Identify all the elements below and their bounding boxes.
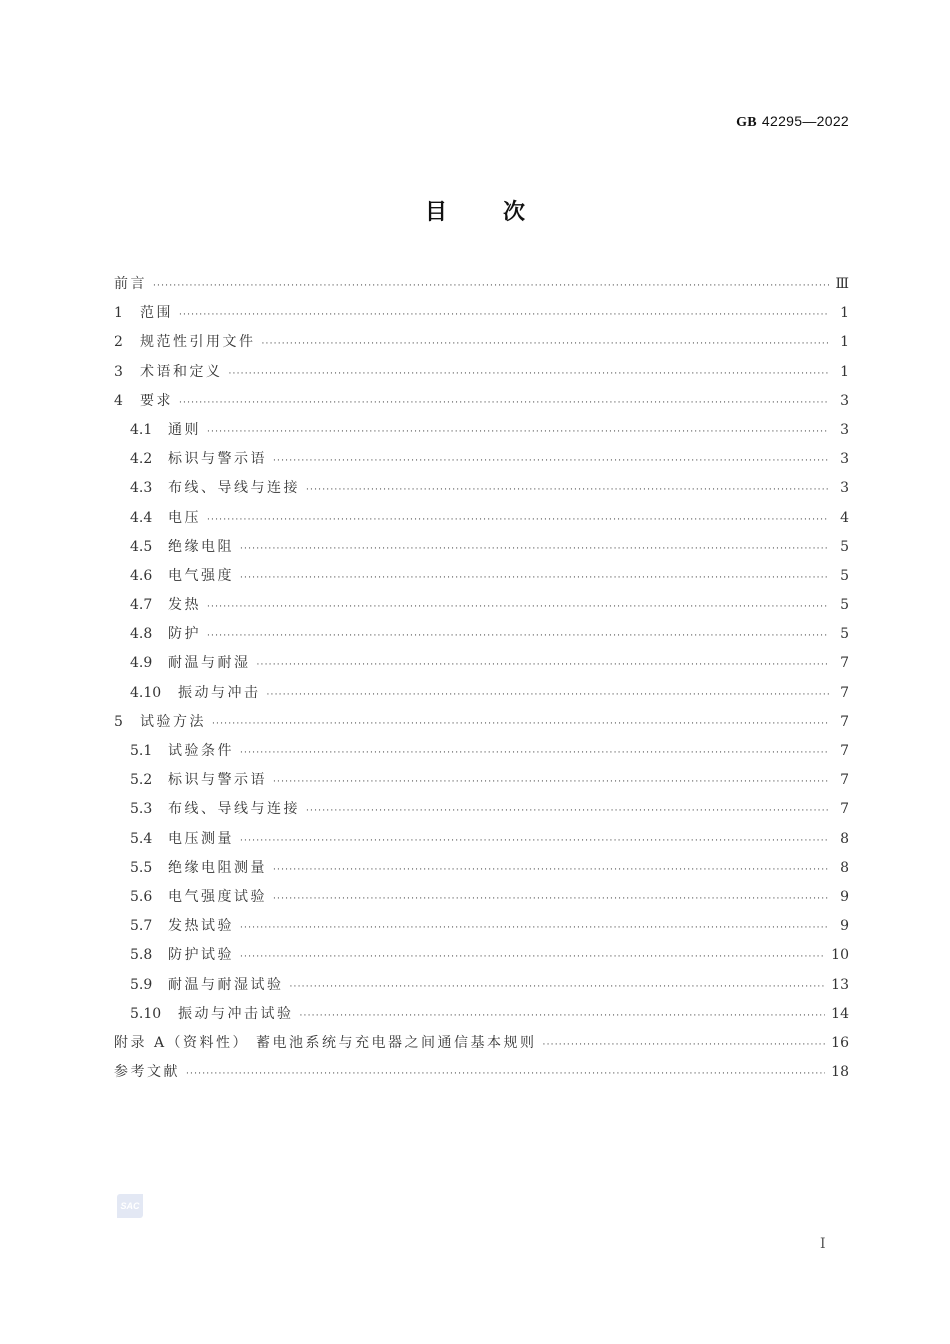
toc-entry-number: 4.8 bbox=[130, 626, 153, 643]
dot-leader bbox=[240, 535, 829, 564]
dot-leader bbox=[240, 914, 829, 943]
toc-entry[interactable] bbox=[114, 854, 849, 883]
toc-entry-title[interactable]: 发热试验 bbox=[168, 918, 234, 935]
toc-entry[interactable] bbox=[114, 620, 849, 649]
toc-entry-title[interactable]: 附录 A（资料性） 蓄电池系统与充电器之间通信基本规则 bbox=[114, 1034, 537, 1051]
toc-entry-page[interactable]: 7 bbox=[840, 655, 849, 672]
toc-entry[interactable] bbox=[114, 708, 849, 737]
toc-entry-number: 4.4 bbox=[130, 509, 153, 526]
dot-leader bbox=[212, 710, 829, 739]
toc-entry-page[interactable]: 3 bbox=[840, 421, 849, 438]
toc-entry[interactable] bbox=[114, 445, 849, 474]
toc-entry-page[interactable]: 3 bbox=[840, 480, 849, 497]
toc-entry-page[interactable]: 5 bbox=[840, 567, 849, 584]
toc-entry-page[interactable]: 7 bbox=[840, 684, 849, 701]
toc-entry-page[interactable]: 10 bbox=[831, 947, 849, 964]
toc-entry[interactable] bbox=[114, 737, 849, 766]
toc-entry-title[interactable]: 要求 bbox=[140, 392, 173, 409]
toc-entry[interactable] bbox=[114, 562, 849, 591]
toc-entry-number: 2 bbox=[114, 334, 123, 351]
page-number: Ⅰ bbox=[820, 1236, 826, 1252]
toc-entry-number: 5.9 bbox=[130, 976, 153, 993]
toc-entry-title[interactable]: 防护试验 bbox=[168, 947, 234, 964]
standard-number: 42295—2022 bbox=[761, 113, 849, 129]
toc-entry-page[interactable]: 7 bbox=[840, 772, 849, 789]
toc-entry-number: 3 bbox=[114, 363, 123, 380]
toc-entry-number: 5.6 bbox=[130, 888, 153, 905]
toc-entry-title[interactable]: 标识与警示语 bbox=[168, 451, 267, 468]
toc-entry-title[interactable]: 术语和定义 bbox=[140, 363, 223, 380]
dot-leader bbox=[207, 593, 829, 622]
toc-entry-page[interactable]: 9 bbox=[840, 888, 849, 905]
dot-leader bbox=[267, 681, 830, 710]
toc-entry-number: 4.9 bbox=[130, 655, 153, 672]
toc-entry-title[interactable]: 耐温与耐湿试验 bbox=[168, 976, 284, 993]
toc-entry-page[interactable]: 18 bbox=[831, 1064, 849, 1081]
toc-entry-title[interactable]: 范围 bbox=[140, 305, 173, 322]
toc-entry-number: 5.8 bbox=[130, 947, 153, 964]
toc-entry-page[interactable]: 5 bbox=[840, 597, 849, 614]
toc-entry-title[interactable]: 电压 bbox=[168, 509, 201, 526]
dot-leader bbox=[207, 506, 829, 535]
standard-prefix: GB bbox=[736, 115, 757, 130]
toc-entry-title[interactable]: 振动与冲击 bbox=[178, 684, 261, 701]
dot-leader bbox=[186, 1060, 825, 1089]
toc-entry[interactable] bbox=[114, 1058, 849, 1087]
toc-entry[interactable] bbox=[114, 971, 849, 1000]
toc-entry[interactable] bbox=[114, 1000, 849, 1029]
toc-entry-title[interactable]: 试验条件 bbox=[168, 743, 234, 759]
toc-entry-number: 5.2 bbox=[130, 772, 153, 789]
toc-entry-page[interactable]: 16 bbox=[831, 1034, 849, 1051]
toc-entry[interactable] bbox=[114, 416, 849, 445]
toc-entry-page[interactable]: Ⅲ bbox=[835, 276, 849, 292]
toc-entry-page[interactable]: 1 bbox=[840, 334, 849, 351]
title-char-2: 次 bbox=[503, 200, 526, 225]
toc-entry-page[interactable]: 3 bbox=[840, 392, 849, 409]
standard-code bbox=[736, 113, 849, 131]
page-title bbox=[0, 195, 950, 226]
toc-entry-page[interactable]: 13 bbox=[831, 976, 849, 993]
dot-leader bbox=[207, 418, 829, 447]
toc-entry-title[interactable]: 参考文献 bbox=[114, 1064, 180, 1081]
toc-entry-page[interactable]: 7 bbox=[840, 801, 849, 818]
toc-entry[interactable] bbox=[114, 533, 849, 562]
toc-entry-page[interactable]: 8 bbox=[840, 830, 849, 847]
toc-entry-number: 1 bbox=[114, 305, 123, 322]
toc-entry[interactable] bbox=[114, 883, 849, 912]
dot-leader bbox=[306, 476, 829, 505]
toc-entry[interactable] bbox=[114, 591, 849, 620]
toc-entry-page[interactable]: 8 bbox=[840, 859, 849, 876]
toc-entry[interactable] bbox=[114, 270, 849, 299]
toc-entry-number: 5.10 bbox=[130, 1005, 162, 1022]
toc-entry-page[interactable]: 5 bbox=[840, 626, 849, 643]
toc-entry-page[interactable]: 14 bbox=[831, 1005, 849, 1022]
toc-entry-page[interactable]: 7 bbox=[840, 743, 849, 759]
toc-entry-title[interactable]: 电气强度试验 bbox=[168, 888, 267, 905]
toc-entry-title[interactable]: 布线、导线与连接 bbox=[168, 801, 300, 818]
toc-entry[interactable] bbox=[114, 504, 849, 533]
dot-leader bbox=[543, 1031, 826, 1060]
toc-entry-title[interactable]: 防护 bbox=[168, 626, 201, 643]
dot-leader bbox=[153, 272, 829, 301]
toc-entry-title[interactable]: 布线、导线与连接 bbox=[168, 480, 300, 497]
dot-leader bbox=[240, 739, 829, 768]
toc-entry-number: 4 bbox=[114, 392, 123, 409]
dot-leader bbox=[273, 885, 829, 914]
toc-entry-page[interactable]: 5 bbox=[840, 538, 849, 555]
dot-leader bbox=[300, 1002, 826, 1031]
toc-entry[interactable] bbox=[114, 328, 849, 357]
toc-entry-number: 4.2 bbox=[130, 451, 153, 468]
toc-entry-page[interactable]: 7 bbox=[840, 713, 849, 730]
toc-entry-number: 5.3 bbox=[130, 801, 153, 818]
sac-logo-icon: SAC bbox=[117, 1194, 143, 1218]
toc-entry-number: 5.7 bbox=[130, 918, 153, 935]
toc-entry-title[interactable]: 电压测量 bbox=[168, 830, 234, 847]
toc-entry[interactable] bbox=[114, 795, 849, 824]
toc-entry-number: 4.7 bbox=[130, 597, 153, 614]
toc-entry-title[interactable]: 试验方法 bbox=[140, 713, 206, 730]
dot-leader bbox=[262, 330, 830, 359]
toc-entry-title[interactable]: 电气强度 bbox=[168, 567, 234, 584]
dot-leader bbox=[273, 447, 829, 476]
toc-entry[interactable] bbox=[114, 941, 849, 970]
toc-entry-number: 4.1 bbox=[130, 421, 153, 438]
toc-entry-number: 4.10 bbox=[130, 684, 162, 701]
toc-entry-title[interactable]: 绝缘电阻 bbox=[168, 538, 234, 555]
toc-entry-number: 5.5 bbox=[130, 859, 153, 876]
toc-entry-title[interactable]: 前言 bbox=[114, 276, 147, 292]
dot-leader bbox=[273, 856, 829, 885]
toc-entry[interactable] bbox=[114, 912, 849, 941]
toc-entry-title[interactable]: 发热 bbox=[168, 597, 201, 614]
dot-leader bbox=[290, 973, 826, 1002]
toc-entry-title[interactable]: 绝缘电阻测量 bbox=[168, 859, 267, 876]
dot-leader bbox=[240, 827, 829, 856]
toc-entry-page[interactable]: 3 bbox=[840, 451, 849, 468]
toc-entry-number: 5 bbox=[114, 713, 123, 730]
toc-entry[interactable] bbox=[114, 766, 849, 795]
toc-entry-title[interactable]: 规范性引用文件 bbox=[140, 334, 256, 351]
toc-entry-number: 4.5 bbox=[130, 538, 153, 555]
toc-entry[interactable] bbox=[114, 299, 849, 328]
table-of-contents bbox=[114, 270, 849, 1087]
dot-leader bbox=[229, 360, 830, 389]
toc-entry[interactable] bbox=[114, 649, 849, 678]
toc-entry-number: 5.1 bbox=[130, 743, 153, 759]
toc-entry-page[interactable]: 1 bbox=[840, 363, 849, 380]
toc-entry[interactable] bbox=[114, 358, 849, 387]
toc-entry-title[interactable]: 通则 bbox=[168, 421, 201, 438]
toc-entry-page[interactable]: 1 bbox=[840, 305, 849, 322]
toc-entry[interactable] bbox=[114, 387, 849, 416]
dot-leader bbox=[207, 622, 829, 651]
title-char-1: 目 bbox=[424, 200, 447, 225]
toc-entry-title[interactable]: 标识与警示语 bbox=[168, 772, 267, 789]
dot-leader bbox=[257, 651, 830, 680]
dot-leader bbox=[240, 943, 825, 972]
toc-entry-number: 4.6 bbox=[130, 567, 153, 584]
dot-leader bbox=[306, 797, 829, 826]
toc-entry[interactable] bbox=[114, 679, 849, 708]
toc-entry-page[interactable]: 9 bbox=[840, 918, 849, 935]
toc-entry-number: 5.4 bbox=[130, 830, 153, 847]
dot-leader bbox=[273, 768, 829, 797]
dot-leader bbox=[179, 301, 829, 330]
toc-entry-title[interactable]: 振动与冲击试验 bbox=[178, 1005, 294, 1022]
toc-entry[interactable] bbox=[114, 825, 849, 854]
toc-entry-page[interactable]: 4 bbox=[840, 509, 849, 526]
toc-entry-number: 4.3 bbox=[130, 480, 153, 497]
toc-entry-title[interactable]: 耐温与耐湿 bbox=[168, 655, 251, 672]
dot-leader bbox=[240, 564, 829, 593]
toc-entry[interactable] bbox=[114, 474, 849, 503]
toc-entry[interactable] bbox=[114, 1029, 849, 1058]
dot-leader bbox=[179, 389, 829, 418]
